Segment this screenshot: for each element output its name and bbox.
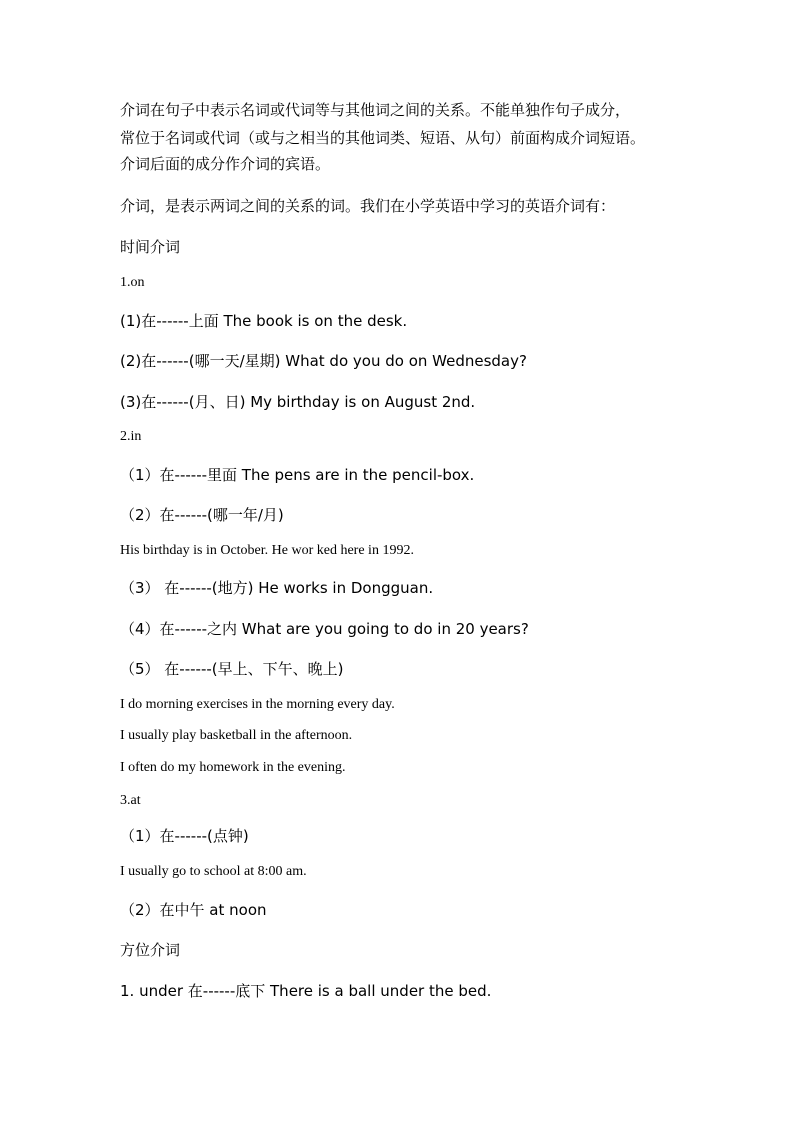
at-item-1-example: I usually go to school at 8:00 am. (120, 864, 307, 879)
definition-paragraph: 介词，是表示两词之间的关系的词。我们在小学英语中学习的英语介词有： (120, 197, 616, 215)
intro-line-1: 介词在句子中表示名词或代词等与其他词之间的关系。不能单独作句子成分， (120, 101, 631, 119)
intro-line-3: 介词后面的成分作介词的宾语。 (120, 155, 331, 173)
in-heading: 2.in (120, 429, 142, 444)
intro-line-2: 常位于名词或代词（或与之相当的其他词类、短语、从句）前面构成介词短语。 (120, 129, 646, 147)
in-item-5-example-1: I do morning exercises in the morning every day. (120, 697, 395, 712)
in-item-2: （2）在------(哪一年/月) (120, 506, 284, 524)
time-prepositions-heading: 时间介词 (120, 238, 181, 256)
on-heading: 1.on (120, 275, 145, 290)
on-item-2: (2)在------(哪一天/星期) What do you do on Wednesday? (120, 352, 527, 370)
in-item-5-example-2: I usually play basketball in the afternoon. (120, 728, 353, 743)
on-item-1: (1)在------上面 The book is on the desk. (120, 312, 408, 330)
on-item-3: (3)在------(月、日) My birthday is on August 2nd. (120, 393, 476, 411)
in-item-5-example-3: I often do my homework in the evening. (120, 760, 346, 775)
in-item-4: （4）在------之内 What are you going to do in 20 years? (120, 620, 529, 638)
in-item-5: （5） 在------(早上、下午、晚上) (120, 660, 344, 678)
at-heading: 3.at (120, 793, 141, 808)
under-item-1: 1. under 在------底下 There is a ball under the bed. (120, 982, 492, 1000)
at-item-1: （1）在------(点钟) (120, 827, 249, 845)
in-item-3: （3） 在------(地方) He works in Dongguan. (120, 579, 434, 597)
at-item-2: （2）在中午 at noon (120, 901, 267, 919)
in-item-2-example: His birthday is in October. He wor ked here in 1992. (120, 543, 414, 558)
place-prepositions-heading: 方位介词 (120, 941, 181, 959)
in-item-1: （1）在------里面 The pens are in the pencil-box. (120, 466, 475, 484)
